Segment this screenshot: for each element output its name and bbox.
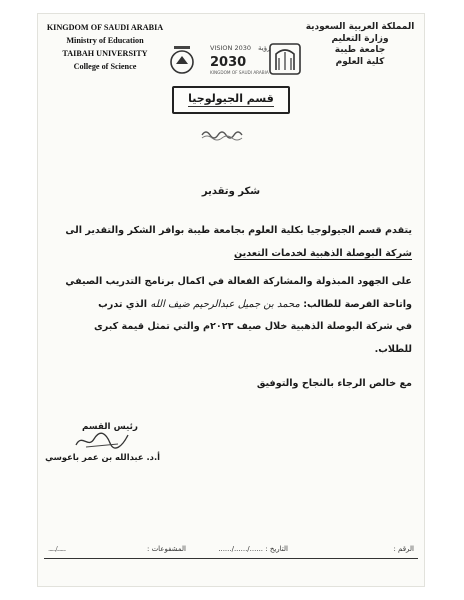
body-line-4-prefix: واتاحة الفرصة للطالب:: [303, 298, 412, 310]
arabic-letterhead: [304, 22, 416, 68]
department-name: قسم الجيولوجيا: [188, 92, 274, 105]
student-name: محمد بن جميل عبدالرحيم ضيف الله: [150, 298, 300, 310]
vision-2030-logo: [210, 44, 270, 75]
department-box: [172, 86, 290, 114]
body-line-1: يتقدم قسم الجيولوجيا بكلية العلوم بجامعة طيبة بوافر الشكر والتقدير الى: [65, 225, 412, 236]
closing-line: مع خالص الرجاء بالنجاح والتوفيق: [256, 378, 412, 389]
letter-body: [52, 220, 412, 361]
left-ref: ......./......: [48, 545, 66, 553]
arabic-line-country: المملكة العربية السعودية: [305, 22, 415, 32]
vision-text: VISION 2030: [210, 44, 251, 52]
letterhead-line-country: KINGDOM OF SAUDI ARABIA: [46, 23, 164, 32]
letter-title: شكر وتقدير: [201, 186, 261, 197]
letterhead-line-college: College of Science: [73, 62, 137, 71]
body-line-3: على الجهود المبذولة والمشاركة الفعالة في اكمال برنامج التدريب الصيفي: [65, 276, 412, 287]
logo-strip: [166, 36, 306, 84]
body-line-5: في شركة البوصلة الذهبية خلال صيف ٢٠٢٣م والتي تمثل قيمة كبرى: [93, 321, 412, 332]
handwritten-signature-icon: [72, 429, 132, 451]
date-label: التاريخ : ....../....../......: [218, 545, 288, 553]
body-line-4: [52, 294, 412, 317]
arabic-line-college: كلية العلوم: [335, 56, 385, 67]
logos-graphic: [166, 36, 306, 84]
letter-sheet: [38, 14, 424, 586]
university-emblem-icon: [270, 44, 300, 74]
arabic-line-ministry: وزارة التعليم: [331, 33, 389, 44]
english-letterhead: [46, 22, 164, 73]
attachments-label: المشفوعات :: [146, 545, 186, 553]
stamp-mark-icon: [200, 127, 244, 141]
body-line-4-suffix: الذي تدرب: [98, 298, 148, 310]
letterhead-line-ministry: Ministry of Education: [66, 36, 144, 45]
svg-text:2030: 2030: [210, 55, 247, 70]
vision-arabic: رؤية: [258, 44, 271, 52]
accreditation-logo-icon: [171, 46, 193, 73]
signer-role: رئيس القسم: [82, 422, 138, 432]
arabic-line-university: جامعة طيبة: [334, 45, 386, 55]
letterhead-line-university: TAIBAH UNIVERSITY: [62, 49, 148, 58]
vision-subtext: KINGDOM OF SAUDI ARABIA: [210, 70, 269, 75]
ref-label: الرقم :: [393, 545, 414, 553]
signer-name: أ.د. عبدالله بن عمر باعوسي: [45, 452, 160, 462]
footer-divider: [44, 558, 418, 559]
company-name: شركة البوصلة الذهبية لخدمات التعدين: [234, 247, 412, 259]
body-line-6: للطلاب.: [374, 343, 412, 355]
